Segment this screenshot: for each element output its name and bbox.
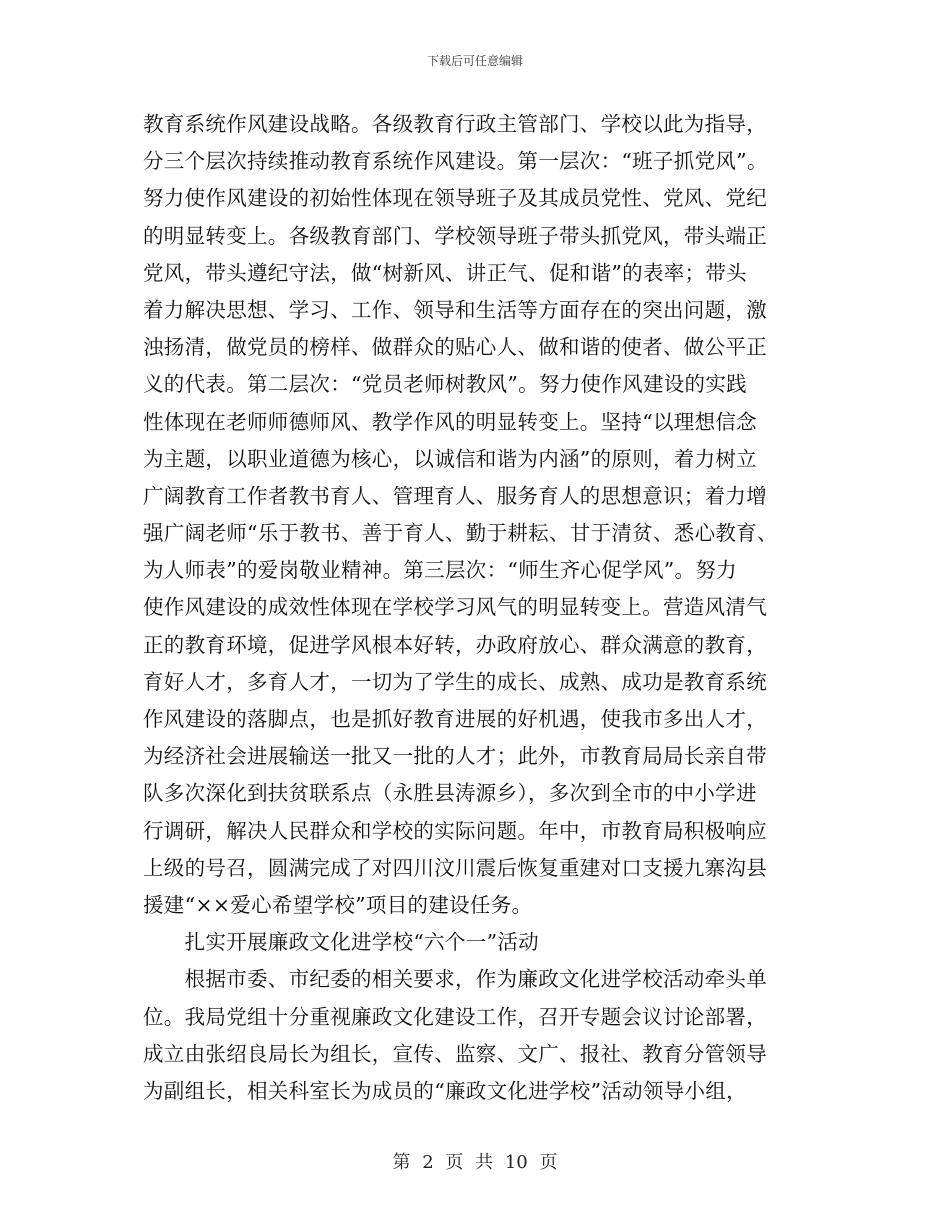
text-line: 党风，带头遵纪守法，做“树新风、讲正气、促和谐”的表率；带头 [143, 260, 747, 285]
text-line: 分三个层次持续推动教育系统作风建设。第一层次：“班子抓党风”。 [143, 149, 768, 174]
text-line: 为人师表”的爱岗敬业精神。第三层次：“师生齐心促学风”。努力 [143, 558, 737, 583]
text-line: 行调研，解决人民群众和学校的实际问题。年中，市教育局积极响应 [143, 818, 767, 843]
page-number-footer: 第 2 页 共 10 页 [392, 1152, 558, 1173]
text-line: 成立由张绍良局长为组长，宣传、监察、文广、报社、教育分管领导 [143, 1041, 767, 1066]
text-line: 上级的号召，圆满完成了对四川汶川震后恢复重建对口支援九寨沟县 [143, 855, 767, 880]
text-line: 强广阔老师“乐于教书、善于育人、勤于耕耘、甘于清贫、悉心教育、 [143, 521, 778, 546]
text-line: 的明显转变上。各级教育部门、学校领导班子带头抓党风，带头端正 [143, 223, 767, 248]
text-line: 使作风建设的成效性体现在学校学习风气的明显转变上。营造风清气 [143, 595, 767, 620]
text-line: 位。我局党组十分重视廉政文化建设工作，召开专题会议讨论部署， [143, 1004, 767, 1029]
text-line: 努力使作风建设的初始性体现在领导班子及其成员党性、党风、党纪 [143, 186, 767, 211]
document-body [143, 106, 823, 1110]
text-line: 队多次深化到扶贫联系点（永胜县涛源乡），多次到全市的中小学进 [143, 781, 757, 806]
section-heading: 扎实开展廉政文化进学校“六个一”活动 [143, 930, 539, 955]
text-line: 义的代表。第二层次：“党员老师树教风”。努力使作风建设的实践 [143, 372, 747, 397]
text-line: 育好人才，多育人才，一切为了学生的成长、成熟、成功是教育系统 [143, 669, 767, 694]
text-line: 着力解决思想、学习、工作、领导和生活等方面存在的突出问题，激 [143, 297, 767, 322]
text-line: 作风建设的落脚点，也是抓好教育进展的好机遇，使我市多出人才， [143, 707, 767, 731]
text-line: 根据市委、市纪委的相关要求，作为廉政文化进学校活动牵头单 [143, 967, 767, 992]
text-line: 性体现在老师师德师风、教学作风的明显转变上。坚持“以理想信念 [143, 409, 757, 434]
text-line: 广阔教育工作者教书育人、管理育人、服务育人的思想意识；着力增 [143, 483, 767, 508]
page-header: 下载后可任意编辑 [426, 54, 523, 68]
text-line: 正的教育环境，促进学风根本好转，办政府放心、群众满意的教育， [143, 632, 767, 657]
text-line: 援建“××爱心希望学校”项目的建设任务。 [143, 892, 533, 917]
text-line: 为经济社会进展输送一批又一批的人才；此外，市教育局局长亲自带 [143, 744, 767, 769]
text-line: 为主题，以职业道德为核心，以诚信和谐为内涵”的原则，着力树立 [143, 446, 757, 471]
text-line: 教育系统作风建设战略。各级教育行政主管部门、学校以此为指导， [143, 112, 767, 136]
text-line: 为副组长，相关科室长为成员的“廉政文化进学校”活动领导小组， [143, 1078, 747, 1103]
text-line: 浊扬清，做党员的榜样、做群众的贴心人、做和谐的使者、做公平正 [143, 335, 767, 360]
